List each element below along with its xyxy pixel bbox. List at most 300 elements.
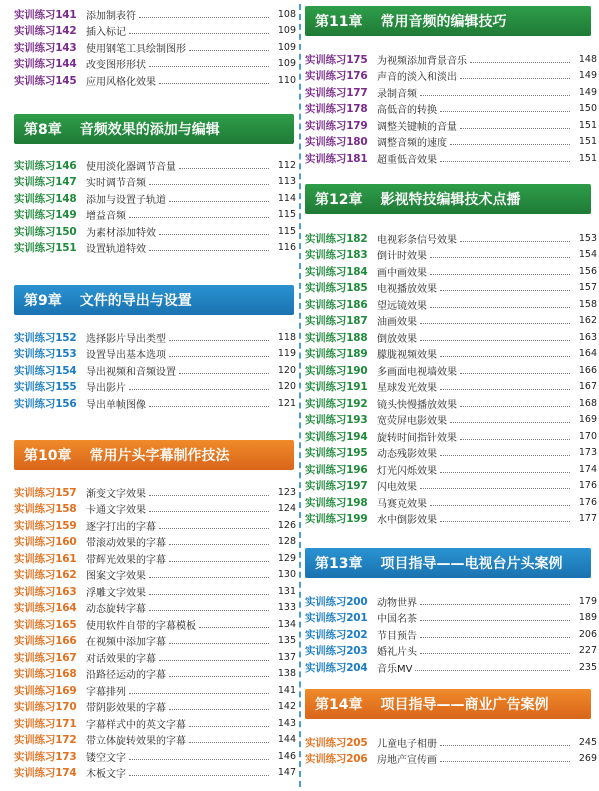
toc-entry[interactable] (14, 379, 298, 396)
page-number: 126 (277, 519, 296, 531)
chapter-14-header[interactable] (305, 689, 591, 719)
exercise-number: 实训练习174 (14, 767, 77, 780)
page-number: 109 (277, 41, 296, 53)
dot-leader (189, 742, 269, 743)
toc-entry[interactable] (305, 117, 599, 134)
dot-leader (129, 693, 269, 694)
page-number: 227 (578, 645, 597, 657)
exercise-title: 闪电效果 (377, 482, 417, 494)
exercise-title: 中国名茶 (377, 614, 417, 626)
page-number: 135 (277, 635, 296, 647)
toc-entry[interactable] (14, 157, 298, 174)
toc-entry[interactable] (14, 616, 298, 633)
toc-entry[interactable] (305, 511, 599, 528)
exercise-number: 实训练习161 (14, 552, 77, 565)
toc-entry[interactable] (305, 494, 599, 511)
dot-leader (440, 761, 570, 762)
dot-leader (440, 472, 570, 473)
page-number: 146 (277, 750, 296, 762)
page-number: 157 (578, 282, 597, 294)
chapter-number: 第13章 (315, 556, 363, 572)
exercise-number: 实训练习153 (14, 348, 77, 361)
dot-leader (169, 709, 269, 710)
dot-leader (420, 604, 570, 605)
exercise-number: 实训练习159 (14, 519, 77, 532)
exercise-title: 电视彩条信号效果 (377, 234, 457, 246)
dot-leader (129, 33, 269, 34)
toc-entry[interactable] (305, 610, 599, 627)
toc-entry[interactable] (14, 682, 298, 699)
exercise-title: 高低音的转换 (377, 105, 437, 117)
entries-ch12 (305, 230, 599, 527)
exercise-title: 选择影片导出类型 (86, 333, 166, 345)
page-number: 133 (277, 602, 296, 614)
toc-entry[interactable] (14, 56, 298, 73)
exercise-number: 实训练习203 (305, 645, 368, 658)
chapter-number: 第9章 (24, 293, 62, 309)
toc-entry[interactable] (14, 395, 298, 412)
toc-entry[interactable] (14, 583, 298, 600)
toc-entry[interactable] (14, 223, 298, 240)
page-number: 163 (578, 331, 597, 343)
exercise-title: 星球发光效果 (377, 383, 437, 395)
exercise-title: 带滚动效果的字幕 (86, 538, 166, 550)
page-number: 109 (277, 58, 296, 70)
chapter-number: 第8章 (24, 122, 62, 138)
page-number: 123 (277, 486, 296, 498)
page-number: 116 (277, 242, 296, 254)
dot-leader (420, 620, 570, 621)
chapter-9-header[interactable] (14, 285, 294, 315)
toc-entry[interactable] (305, 445, 599, 462)
dot-leader (149, 406, 269, 407)
exercise-number: 实训练习191 (305, 381, 368, 394)
toc-entry[interactable] (14, 484, 298, 501)
page-number: 206 (578, 628, 597, 640)
chapter-number: 第14章 (315, 697, 363, 713)
exercise-number: 实训练习192 (305, 397, 368, 410)
exercise-number: 实训练习144 (14, 58, 77, 71)
exercise-number: 实训练习171 (14, 717, 77, 730)
exercise-number: 实训练习183 (305, 249, 368, 262)
entries-ch14 (305, 734, 599, 767)
toc-entry[interactable] (305, 593, 599, 610)
exercise-number: 实训练习185 (305, 282, 368, 295)
toc-entry[interactable] (14, 39, 298, 56)
chapter-10-header[interactable] (14, 440, 294, 470)
page-number: 134 (277, 618, 296, 630)
toc-entry[interactable] (305, 461, 599, 478)
exercise-title: 朦胧视频效果 (377, 350, 437, 362)
chapter-12-header[interactable] (305, 184, 591, 214)
page-number: 138 (277, 668, 296, 680)
toc-entry[interactable] (305, 329, 599, 346)
page-number: 130 (277, 569, 296, 581)
toc-entry[interactable] (14, 633, 298, 650)
exercise-number: 实训练习181 (305, 152, 368, 165)
exercise-number: 实训练习163 (14, 585, 77, 598)
toc-entry[interactable] (14, 6, 298, 23)
dot-leader (149, 511, 269, 512)
chapter-number: 第10章 (24, 448, 72, 464)
exercise-title: 带阴影效果的字幕 (86, 703, 166, 715)
exercise-number: 实训练习189 (305, 348, 368, 361)
page-number: 151 (578, 119, 597, 131)
toc-entry[interactable] (305, 659, 599, 676)
page-number: 170 (578, 430, 597, 442)
toc-entry[interactable] (305, 280, 599, 297)
toc-entry[interactable] (14, 600, 298, 617)
toc-entry[interactable] (305, 84, 599, 101)
exercise-title: 超重低音效果 (377, 154, 437, 166)
toc-entry[interactable] (14, 666, 298, 683)
toc-entry[interactable] (305, 751, 599, 768)
toc-entry[interactable] (305, 643, 599, 660)
exercise-number: 实训练习198 (305, 496, 368, 509)
dot-leader (189, 50, 269, 51)
exercise-number: 实训练习194 (305, 430, 368, 443)
exercise-number: 实训练习154 (14, 364, 77, 377)
chapter-number: 第12章 (315, 192, 363, 208)
page-number: 168 (578, 397, 597, 409)
dot-leader (169, 356, 269, 357)
toc-entry[interactable] (14, 329, 298, 346)
page-number: 176 (578, 480, 597, 492)
page-number: 166 (578, 364, 597, 376)
exercise-number: 实训练习142 (14, 25, 77, 38)
page-number: 108 (277, 8, 296, 20)
toc-entry[interactable] (305, 134, 599, 151)
dot-leader (460, 406, 570, 407)
exercise-number: 实训练习156 (14, 397, 77, 410)
toc-entry[interactable] (305, 230, 599, 247)
dot-leader (430, 505, 570, 506)
exercise-number: 实训练习172 (14, 734, 77, 747)
exercise-number: 实训练习182 (305, 232, 368, 245)
exercise-number: 实训练习180 (305, 136, 368, 149)
chapter-8-header[interactable] (14, 114, 294, 144)
dot-leader (430, 307, 570, 308)
dot-leader (415, 670, 570, 671)
toc-entry[interactable] (14, 362, 298, 379)
exercise-number: 实训练习170 (14, 701, 77, 714)
dot-leader (440, 111, 570, 112)
exercise-title: 镂空文字 (86, 752, 126, 764)
dot-leader (460, 241, 570, 242)
exercise-title: 应用风格化效果 (86, 76, 156, 88)
exercise-number: 实训练习179 (305, 119, 368, 132)
exercise-title: 声音的淡入和淡出 (377, 72, 457, 84)
dot-leader (129, 217, 269, 218)
exercise-title: 婚礼片头 (377, 647, 417, 659)
toc-entry[interactable] (14, 240, 298, 257)
exercise-number: 实训练习152 (14, 331, 77, 344)
page-number: 150 (578, 103, 597, 115)
toc-entry[interactable] (14, 567, 298, 584)
dot-leader (470, 62, 570, 63)
page-number: 110 (277, 74, 296, 86)
dot-leader (159, 660, 269, 661)
exercise-number: 实训练习200 (305, 595, 368, 608)
toc-entry[interactable] (14, 715, 298, 732)
exercise-title: 增益音频 (86, 211, 126, 223)
exercise-title: 使用钢笔工具绘制图形 (86, 43, 186, 55)
dot-leader (460, 128, 570, 129)
dot-leader (149, 184, 269, 185)
toc-entry[interactable] (305, 263, 599, 280)
page-number: 115 (277, 225, 296, 237)
page-number: 179 (578, 595, 597, 607)
exercise-title: 改变图形形状 (86, 60, 146, 72)
exercise-number: 实训练习148 (14, 192, 77, 205)
page-number: 109 (277, 25, 296, 37)
page-number: 143 (277, 717, 296, 729)
exercise-number: 实训练习162 (14, 569, 77, 582)
chapter-number: 第11章 (315, 14, 363, 30)
toc-entry[interactable] (305, 428, 599, 445)
column-divider (299, 4, 301, 787)
page-number: 121 (277, 397, 296, 409)
exercise-title: 在视频中添加字幕 (86, 637, 166, 649)
toc-entry[interactable] (305, 379, 599, 396)
toc-entry[interactable] (305, 362, 599, 379)
exercise-number: 实训练习187 (305, 315, 368, 328)
dot-leader (169, 561, 269, 562)
page-number: 124 (277, 503, 296, 515)
toc-entry[interactable] (14, 699, 298, 716)
exercise-title: 使用软件自带的字幕模板 (86, 620, 196, 632)
exercise-number: 实训练习190 (305, 364, 368, 377)
toc-entry[interactable] (14, 732, 298, 749)
page-number: 269 (578, 753, 597, 765)
page-number: 141 (277, 684, 296, 696)
exercise-number: 实训练习202 (305, 628, 368, 641)
exercise-title: 动物世界 (377, 597, 417, 609)
dot-leader (169, 340, 269, 341)
dot-leader (179, 373, 269, 374)
toc-entry[interactable] (14, 765, 298, 782)
exercise-number: 实训练习197 (305, 480, 368, 493)
page-number: 176 (578, 496, 597, 508)
exercise-title: 马赛克效果 (377, 498, 427, 510)
toc-entry[interactable] (14, 517, 298, 534)
page-number: 118 (277, 331, 296, 343)
toc-entry[interactable] (14, 23, 298, 40)
exercise-number: 实训练习157 (14, 486, 77, 499)
page-number: 144 (277, 734, 296, 746)
dot-leader (149, 594, 269, 595)
exercise-title: 导出视频和音频设置 (86, 366, 176, 378)
toc-entry[interactable] (14, 207, 298, 224)
exercise-number: 实训练习199 (305, 513, 368, 526)
dot-leader (440, 455, 570, 456)
exercise-title: 插入标记 (86, 27, 126, 39)
dot-leader (440, 161, 570, 162)
exercise-number: 实训练习141 (14, 8, 77, 21)
dot-leader (430, 257, 570, 258)
exercise-title: 卡通文字效果 (86, 505, 146, 517)
page-number: 120 (277, 364, 296, 376)
exercise-number: 实训练习160 (14, 536, 77, 549)
exercise-number: 实训练习143 (14, 41, 77, 54)
dot-leader (420, 488, 570, 489)
page-number: 151 (578, 136, 597, 148)
toc-entry[interactable] (305, 734, 599, 751)
dot-leader (420, 637, 570, 638)
exercise-number: 实训练习168 (14, 668, 77, 681)
exercise-number: 实训练习188 (305, 331, 368, 344)
toc-entry[interactable] (14, 346, 298, 363)
page-number: 115 (277, 209, 296, 221)
dot-leader (199, 627, 269, 628)
chapter-title: 常用音频的编辑技巧 (380, 14, 507, 30)
exercise-title: 节目预告 (377, 630, 417, 642)
dot-leader (169, 676, 269, 677)
toc-entry[interactable] (305, 150, 599, 167)
exercise-title: 多画面电视墙效果 (377, 366, 457, 378)
exercise-title: 调整关键帧的音量 (377, 121, 457, 133)
exercise-number: 实训练习201 (305, 612, 368, 625)
page-number: 149 (578, 70, 597, 82)
toc-entry[interactable] (305, 626, 599, 643)
page-number: 156 (578, 265, 597, 277)
exercise-title: 房地产宣传画 (377, 755, 437, 767)
exercise-number: 实训练习158 (14, 503, 77, 516)
toc-entry[interactable] (14, 649, 298, 666)
dot-leader (159, 528, 269, 529)
exercise-title: 沿路径运动的字幕 (86, 670, 166, 682)
page-number: 113 (277, 176, 296, 188)
exercise-title: 渐变文字效果 (86, 488, 146, 500)
exercise-title: 镜头快慢播放效果 (377, 399, 457, 411)
toc-entry[interactable] (305, 296, 599, 313)
dot-leader (440, 521, 570, 522)
dot-leader (420, 653, 570, 654)
dot-leader (460, 439, 570, 440)
exercise-title: 灯光闪烁效果 (377, 465, 437, 477)
exercise-title: 带立体旋转效果的字幕 (86, 736, 186, 748)
toc-entry[interactable] (305, 101, 599, 118)
chapter-13-header[interactable] (305, 548, 591, 578)
page-number: 245 (578, 736, 597, 748)
exercise-number: 实训练习204 (305, 661, 368, 674)
dot-leader (149, 66, 269, 67)
toc-entry[interactable] (14, 190, 298, 207)
dot-leader (159, 83, 269, 84)
exercise-number: 实训练习146 (14, 159, 77, 172)
page-number: 154 (578, 249, 597, 261)
exercise-number: 实训练习177 (305, 86, 368, 99)
entries-ch13 (305, 593, 599, 676)
toc-entry[interactable] (305, 395, 599, 412)
dot-leader (149, 577, 269, 578)
exercise-number: 实训练习176 (305, 70, 368, 83)
toc-entry[interactable] (305, 68, 599, 85)
exercise-title: 设置轨道特效 (86, 244, 146, 256)
toc-entry[interactable] (14, 534, 298, 551)
exercise-title: 图案文字效果 (86, 571, 146, 583)
exercise-number: 实训练习205 (305, 736, 368, 749)
toc-entry[interactable] (14, 748, 298, 765)
exercise-title: 电视播放效果 (377, 284, 437, 296)
toc-entry[interactable] (14, 501, 298, 518)
exercise-number: 实训练习150 (14, 225, 77, 238)
dot-leader (129, 389, 269, 390)
page-number: 158 (578, 298, 597, 310)
page-number: 112 (277, 159, 296, 171)
toc-entry[interactable] (14, 174, 298, 191)
exercise-number: 实训练习167 (14, 651, 77, 664)
entries-ch8 (14, 157, 298, 256)
page-number: 151 (578, 152, 597, 164)
dot-leader (169, 643, 269, 644)
dot-leader (149, 495, 269, 496)
exercise-number: 实训练习145 (14, 74, 77, 87)
exercise-number: 实训练习178 (305, 103, 368, 116)
exercise-title: 画中画效果 (377, 267, 427, 279)
dot-leader (420, 323, 570, 324)
exercise-title: 望远镜效果 (377, 300, 427, 312)
exercise-title: 倒放效果 (377, 333, 417, 345)
dot-leader (440, 389, 570, 390)
page-number: 173 (578, 447, 597, 459)
exercise-number: 实训练习149 (14, 209, 77, 222)
entries-ch9 (14, 329, 298, 412)
exercise-title: 添加制表符 (86, 10, 136, 22)
toc-entry[interactable] (305, 478, 599, 495)
dot-leader (450, 144, 570, 145)
dot-leader (440, 745, 570, 746)
dot-leader (189, 726, 269, 727)
exercise-title: 宽荧屏电影效果 (377, 416, 447, 428)
dot-leader (460, 78, 570, 79)
chapter-title: 项目指导——电视台片头案例 (380, 556, 563, 572)
dot-leader (139, 17, 269, 18)
toc-entry[interactable] (305, 313, 599, 330)
chapter-title: 文件的导出与设置 (79, 293, 192, 309)
page-number: 235 (578, 661, 597, 673)
entries-ch7-tail (14, 6, 298, 89)
dot-leader (169, 201, 269, 202)
toc-entry[interactable] (305, 346, 599, 363)
toc-entry[interactable] (305, 412, 599, 429)
chapter-title: 项目指导——商业广告案例 (380, 697, 549, 713)
dot-leader (159, 234, 269, 235)
exercise-number: 实训练习173 (14, 750, 77, 763)
toc-entry[interactable] (14, 550, 298, 567)
page-number: 119 (277, 348, 296, 360)
page-number: 147 (277, 767, 296, 779)
toc-entry[interactable] (14, 72, 298, 89)
dot-leader (420, 95, 570, 96)
dot-leader (129, 775, 269, 776)
exercise-number: 实训练习165 (14, 618, 77, 631)
dot-leader (440, 290, 570, 291)
dot-leader (169, 544, 269, 545)
page-number: 153 (578, 232, 597, 244)
exercise-title: 逐字打出的字幕 (86, 521, 156, 533)
exercise-number: 实训练习184 (305, 265, 368, 278)
toc-entry[interactable] (305, 247, 599, 264)
dot-leader (420, 340, 570, 341)
chapter-11-header[interactable] (305, 6, 591, 36)
dot-leader (179, 168, 269, 169)
exercise-title: 录制音频 (377, 88, 417, 100)
exercise-title: 带辉光效果的字幕 (86, 554, 166, 566)
dot-leader (149, 610, 269, 611)
exercise-title: 实时调节音频 (86, 178, 146, 190)
toc-entry[interactable] (305, 51, 599, 68)
